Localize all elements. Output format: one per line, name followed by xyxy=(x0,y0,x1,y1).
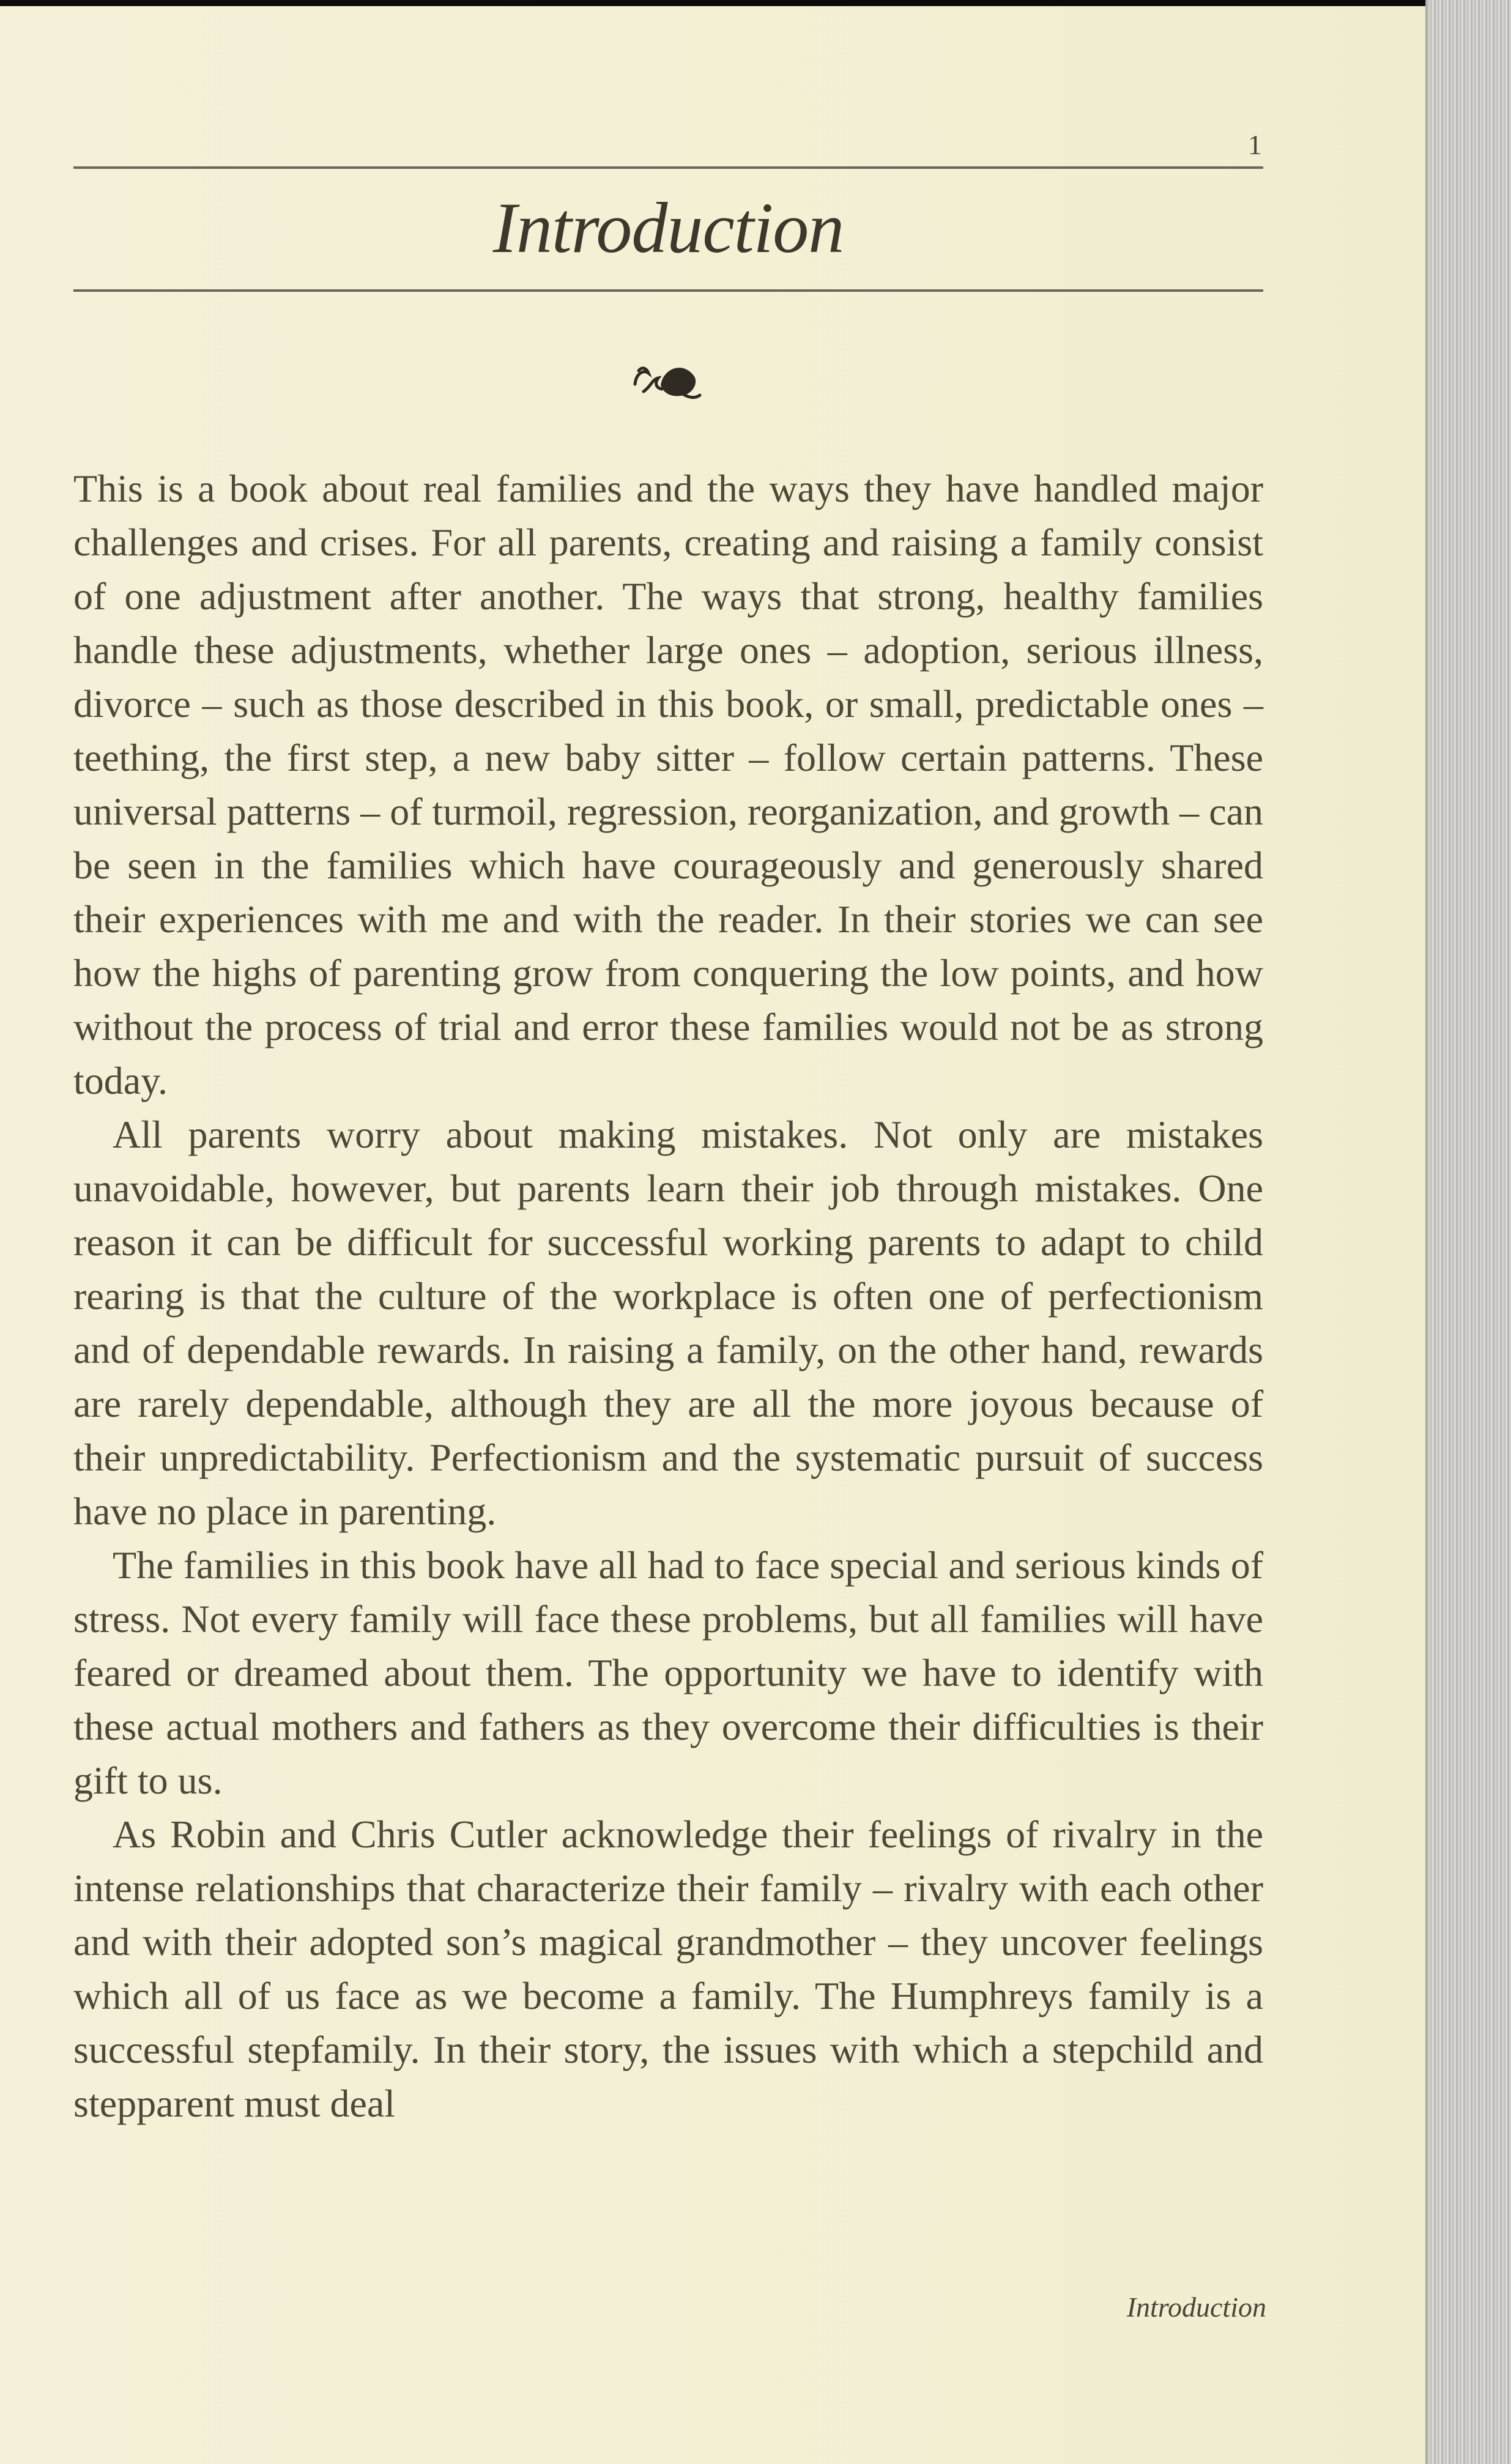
body-paragraph-2: All parents worry about making mistakes. Not only are mistakes unavoidable, however, but parents learn their job through mistakes. One reason it can be difficult for successful working parents to adapt to child rearing is that the culture of the workplace is often one of perfectionism and of dependable rewards. In raising a family, on the other hand, rewards are rarely dependable, although they are all the more joyous because of their unpredictability. Perfectionism and the systematic pursuit of success have no place in parenting. xyxy=(73,1113,1263,1533)
page-number: 1 xyxy=(1248,129,1262,160)
title-rule-bottom xyxy=(73,289,1263,292)
chapter-title: Introduction xyxy=(492,188,844,268)
body-paragraph-3: The families in this book have all had to face special and serious kinds of stress. Not every family will face these problems, but all families will have feared or dreamed about them. The opportunity we have to identify with these actual mothers and fathers as they overcome their difficulties is their gift to us. xyxy=(73,1543,1263,1802)
body-paragraph-4: As Robin and Chris Cutler acknowledge their feelings of rivalry in the intense relationships that characterize their family – rivalry with each other and with their adopted son’s magical grandmother – they uncover feelings which all of us face as we become a family. The Humphreys family is a successful stepfamily. In their story, the issues with which a stepchild and stepparent must deal xyxy=(73,1813,1263,2125)
body-text xyxy=(73,462,1263,2131)
fleuron-ornament-icon xyxy=(630,355,704,404)
title-rule-top xyxy=(73,166,1263,169)
running-footer: Introduction xyxy=(1126,2291,1266,2323)
top-screen-bar xyxy=(0,0,1425,6)
page-edge-stack xyxy=(1425,0,1511,2464)
body-paragraph-1: This is a book about real families and the ways they have handled major challenges and crises. For all parents, creating and raising a family consist of one adjustment after another. The ways that strong, healthy families handle these adjustments, whether large ones – adoption, serious illness, divorce – such as those described in this book, or small, predictable ones – teething, the first step, a new baby sitter – follow certain patterns. These universal patterns – of turmoil, regression, reorganization, and growth – can be seen in the families which have courageously and generously shared their experiences with me and with the reader. In their stories we can see how the highs of parenting grow from conquering the low points, and how without the process of trial and error these families would not be as strong today. xyxy=(73,467,1263,1102)
